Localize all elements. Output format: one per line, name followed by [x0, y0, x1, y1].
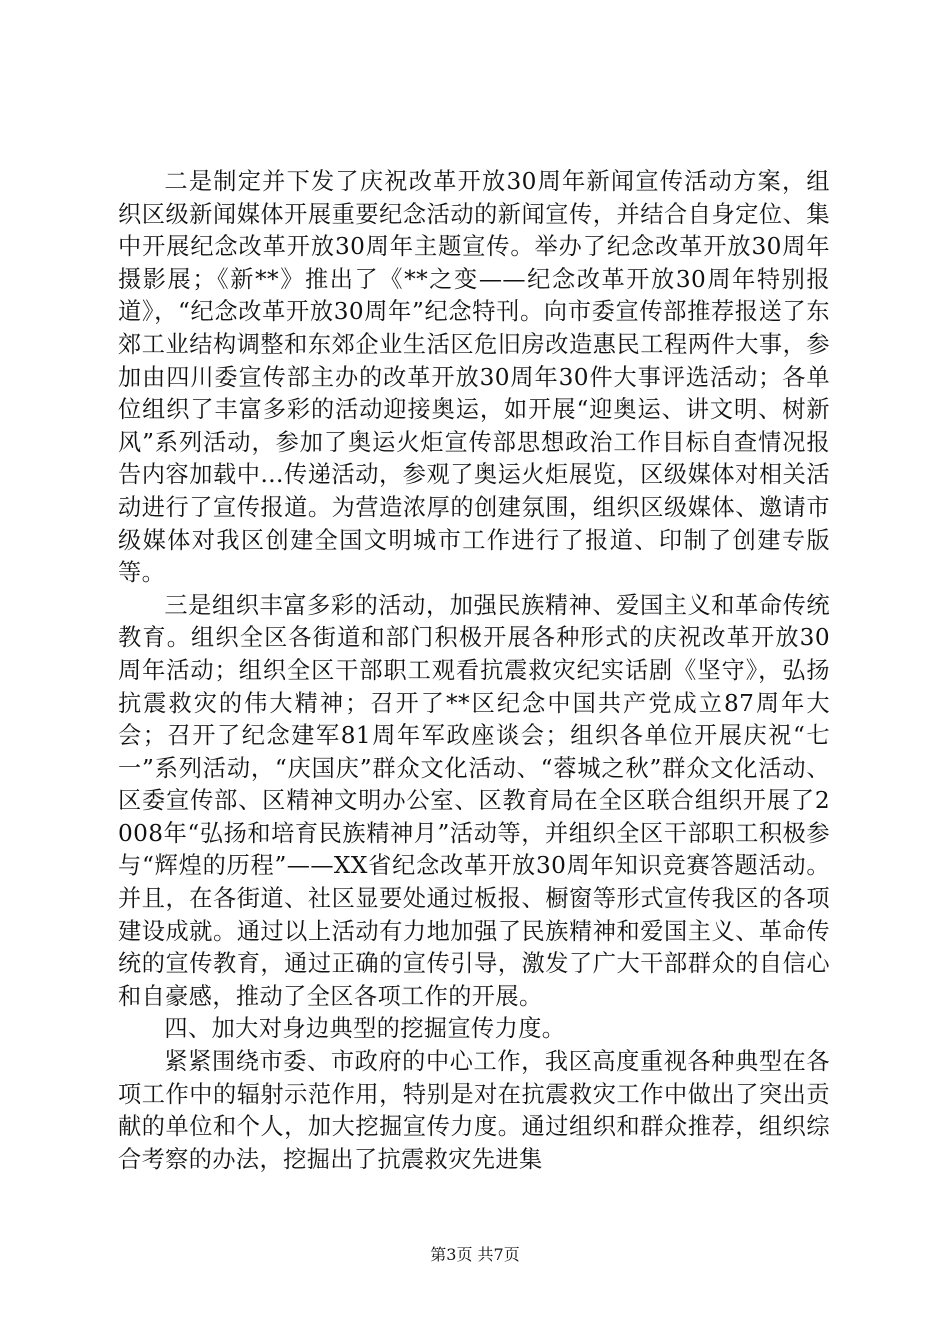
paragraph-second-point: 二是制定并下发了庆祝改革开放30周年新闻宣传活动方案，组织区级新闻媒体开展重要纪念活动的新闻宣传，并结合自身定位、集中开展纪念改革开放30周年主题宣传。举办了纪念改革开放30周年摄影展；《新**》推出了《**之变——纪念改革开放30周年特别报道》，“纪念改革开放30周年”纪念特刊。向市委宣传部推荐报送了东郊工业结构调整和东郊企业生活区危旧房改造惠民工程两件大事，参加由四川委宣传部主办的改革开放30周年30件大事评选活动；各单位组织了丰富多彩的活动迎接奥运，如开展“迎奥运、讲文明、树新风”系列活动，参加了奥运火炬宣传部思想政治工作目标自查情况报告内容加载中...传递活动，参观了奥运火炬展览，区级媒体对相关活动进行了宣传报道。为营造浓厚的创建氛围，组织区级媒体、邀请市级媒体对我区创建全国文明城市工作进行了报道、印制了创建专版等。	[118, 168, 830, 587]
paragraph-fourth-point-body: 紧紧围绕市委、市政府的中心工作，我区高度重视各种典型在各项工作中的辐射示范作用，特别是对在抗震救灾工作中做出了突出贡献的单位和个人，加大挖掘宣传力度。通过组织和群众推荐，组织综合考察的办法，挖掘出了抗震救灾先进集	[118, 1048, 830, 1173]
paragraph-third-point: 三是组织丰富多彩的活动，加强民族精神、爱国主义和革命传统教育。组织全区各街道和部门积极开展各种形式的庆祝改革开放30周年活动；组织全区干部职工观看抗震救灾纪实话剧《坚守》，弘扬抗震救灾的伟大精神；召开了**区纪念中国共产党成立87周年大会；召开了纪念建军81周年军政座谈会；组织各单位开展庆祝“七一”系列活动，“庆国庆”群众文化活动、“蓉城之秋”群众文化活动、区委宣传部、区精神文明办公室、区教育局在全区联合组织开展了2008年“弘扬和培育民族精神月”活动等，并组织全区干部职工积极参与“辉煌的历程”——XX省纪念改革开放30周年知识竞赛答题活动。并且，在各街道、社区显要处通过板报、橱窗等形式宣传我区的各项建设成就。通过以上活动有力地加强了民族精神和爱国主义、革命传统的宣传教育，通过正确的宣传引导，激发了广大干部群众的自信心和自豪感，推动了全区各项工作的开展。	[118, 591, 830, 1010]
section-heading-fourth-point: 四、加大对身边典型的挖掘宣传力度。	[164, 1015, 566, 1043]
page-number-footer: 第3页 共7页	[430, 1245, 520, 1264]
document-body	[118, 166, 830, 1176]
